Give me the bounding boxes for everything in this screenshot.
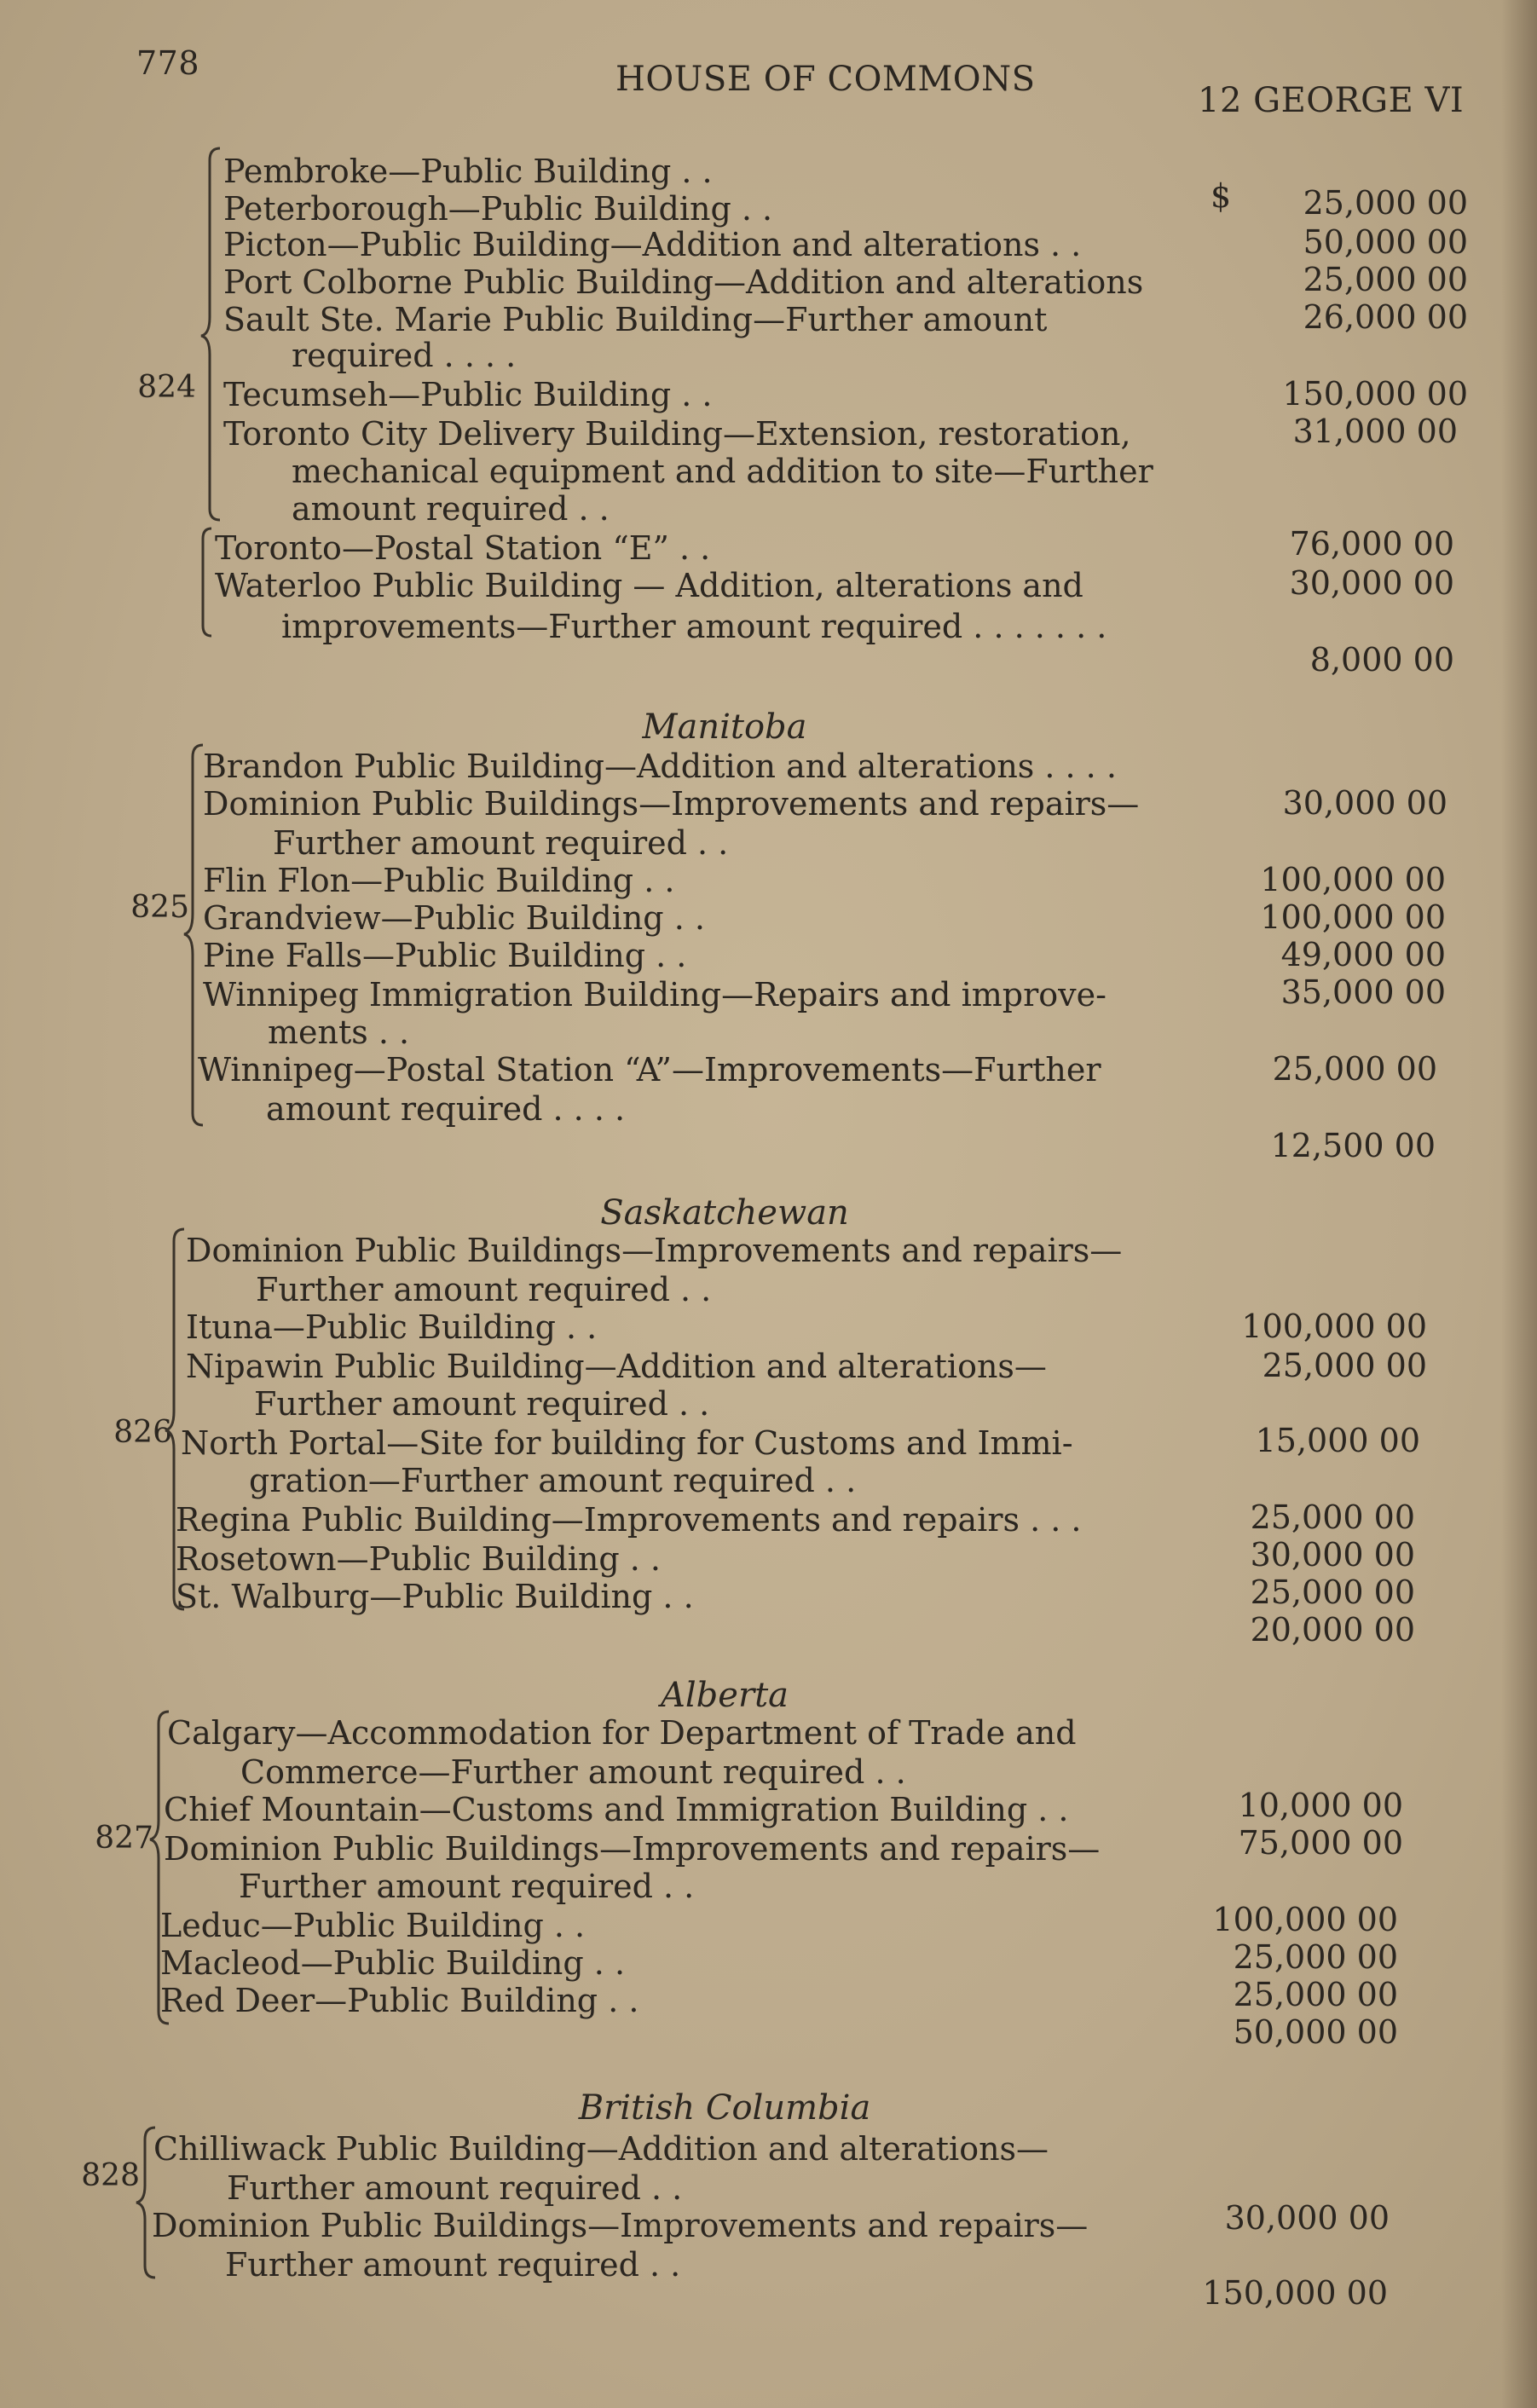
amount: 150,000 00: [1202, 2274, 1388, 2312]
amount: 26,000 00: [1303, 298, 1468, 336]
line-pine-falls: Pine Falls—Public Building . .: [203, 937, 687, 974]
line-calgary-cont: Commerce—Further amount required . .: [240, 1753, 906, 1791]
amount: 25,000 00: [1262, 1347, 1427, 1384]
vote-number-827: 827: [95, 1821, 153, 1856]
line-leduc: Leduc—Public Building . .: [160, 1907, 586, 1944]
line-dominion-sk: Dominion Public Buildings—Improvements and repairs—: [186, 1232, 1123, 1269]
line-north-portal: North Portal—Site for building for Customs and Immi-: [181, 1424, 1073, 1462]
line-chief-mountain: Chief Mountain—Customs and Immigration Building . .: [164, 1791, 1069, 1828]
amount: 75,000 00: [1238, 1824, 1403, 1862]
vote-number-825: 825: [130, 890, 189, 925]
vote-number-826: 826: [113, 1415, 172, 1450]
section-title-british-columbia: British Columbia: [578, 2088, 871, 2128]
amount: 25,000 00: [1250, 1499, 1415, 1536]
line-macleod: Macleod—Public Building . .: [160, 1944, 626, 1982]
amount: 25,000 00: [1250, 1574, 1415, 1611]
amount: 8,000 00: [1309, 641, 1454, 679]
amount: 150,000 00: [1282, 375, 1468, 413]
amount: 25,000 00: [1272, 1050, 1437, 1088]
line-dominion-ab-cont: Further amount required . .: [239, 1868, 695, 1905]
amount: 49,000 00: [1280, 936, 1446, 973]
running-head-session: 12 GEORGE VI: [1198, 81, 1465, 120]
line-sault-ste-marie: Sault Ste. Marie Public Building—Further amount: [223, 301, 1048, 338]
amount: 30,000 00: [1250, 1536, 1415, 1574]
line-winnipeg-postal-a: Winnipeg—Postal Station “A”—Improvements—Further: [198, 1051, 1101, 1089]
amount: 31,000 00: [1292, 413, 1458, 450]
line-waterloo: Waterloo Public Building — Addition, alterations and: [215, 567, 1083, 604]
amount: 35,000 00: [1280, 973, 1446, 1011]
amount: 100,000 00: [1260, 861, 1446, 898]
line-dominion-ab: Dominion Public Buildings—Improvements and repairs—: [164, 1830, 1101, 1868]
line-north-portal-cont: gration—Further amount required . .: [249, 1462, 857, 1499]
line-brandon: Brandon Public Building—Addition and alterations . . . .: [203, 748, 1117, 785]
vote-number-824: 824: [137, 370, 196, 405]
section-title-saskatchewan: Saskatchewan: [600, 1193, 849, 1233]
vote-number-828: 828: [81, 2158, 140, 2193]
line-waterloo-cont: improvements—Further amount required . . . . . . .: [281, 608, 1107, 645]
line-rosetown: Rosetown—Public Building . .: [176, 1540, 661, 1578]
line-dominion-bc: Dominion Public Buildings—Improvements and repairs—: [152, 2207, 1089, 2244]
dollar-sign: $: [1211, 177, 1232, 215]
section-title-manitoba: Manitoba: [642, 707, 807, 747]
line-toronto-delivery-cont2: amount required . .: [292, 490, 610, 528]
line-dominion-mb-cont: Further amount required . .: [273, 824, 729, 862]
line-nipawin: Nipawin Public Building—Addition and alterations—: [186, 1348, 1047, 1385]
amount: 100,000 00: [1241, 1308, 1427, 1345]
amount: 25,000 00: [1233, 1976, 1398, 2013]
line-winnipeg-immigration-cont: ments . .: [268, 1013, 410, 1051]
line-toronto-postal-e: Toronto—Postal Station “E” . .: [215, 529, 711, 567]
line-sault-cont: required . . . .: [292, 337, 517, 374]
line-st-walburg: St. Walburg—Public Building . .: [176, 1578, 694, 1615]
line-red-deer: Red Deer—Public Building . .: [160, 1982, 639, 2019]
brace-824-b: [194, 527, 215, 638]
line-regina: Regina Public Building—Improvements and repairs . . .: [176, 1501, 1082, 1539]
section-title-alberta: Alberta: [661, 1676, 789, 1715]
line-toronto-delivery: Toronto City Delivery Building—Extension, restoration,: [223, 415, 1131, 453]
line-dominion-sk-cont: Further amount required . .: [256, 1271, 712, 1308]
brace-824: [198, 147, 223, 522]
line-port-colborne: Port Colborne Public Building—Addition and alterations: [223, 263, 1144, 301]
line-calgary: Calgary—Accommodation for Department of Trade and: [167, 1714, 1077, 1752]
line-winnipeg-immigration: Winnipeg Immigration Building—Repairs and improve-: [203, 976, 1107, 1013]
line-pembroke: Pembroke—Public Building . .: [223, 153, 713, 190]
line-grandview: Grandview—Public Building . .: [203, 899, 705, 937]
line-tecumseh: Tecumseh—Public Building . .: [223, 376, 713, 413]
line-flin-flon: Flin Flon—Public Building . .: [203, 862, 675, 899]
amount: 25,000 00: [1303, 184, 1468, 222]
amount: 30,000 00: [1224, 2199, 1390, 2237]
amount: 30,000 00: [1289, 564, 1454, 602]
line-peterborough: Peterborough—Public Building . .: [223, 190, 773, 228]
line-chilliwack-cont: Further amount required . .: [227, 2169, 683, 2207]
amount: 25,000 00: [1233, 1938, 1398, 1976]
amount: 10,000 00: [1238, 1787, 1403, 1824]
page-number: 778: [136, 44, 200, 82]
amount: 20,000 00: [1250, 1611, 1415, 1649]
line-dominion-bc-cont: Further amount required . .: [225, 2246, 681, 2284]
line-nipawin-cont: Further amount required . .: [254, 1385, 710, 1423]
amount: 12,500 00: [1270, 1127, 1436, 1164]
amount: 100,000 00: [1260, 898, 1446, 936]
amount: 25,000 00: [1303, 261, 1468, 298]
amount: 30,000 00: [1282, 784, 1447, 822]
line-dominion-mb: Dominion Public Buildings—Improvements and repairs—: [203, 785, 1140, 823]
amount: 50,000 00: [1233, 2013, 1398, 2051]
line-chilliwack: Chilliwack Public Building—Addition and alterations—: [153, 2130, 1049, 2168]
page-edge-shadow: [1501, 0, 1537, 2408]
line-winnipeg-postal-a-cont: amount required . . . .: [266, 1090, 626, 1128]
line-toronto-delivery-cont1: mechanical equipment and addition to site—Further: [292, 453, 1153, 490]
amount: 50,000 00: [1303, 223, 1468, 261]
line-ituna: Ituna—Public Building . .: [186, 1308, 598, 1346]
amount: 100,000 00: [1212, 1901, 1398, 1938]
amount: 76,000 00: [1289, 525, 1454, 563]
line-picton: Picton—Public Building—Addition and alterations . .: [223, 226, 1082, 263]
running-head-title: HOUSE OF COMMONS: [615, 60, 1036, 99]
amount: 15,000 00: [1255, 1422, 1420, 1459]
